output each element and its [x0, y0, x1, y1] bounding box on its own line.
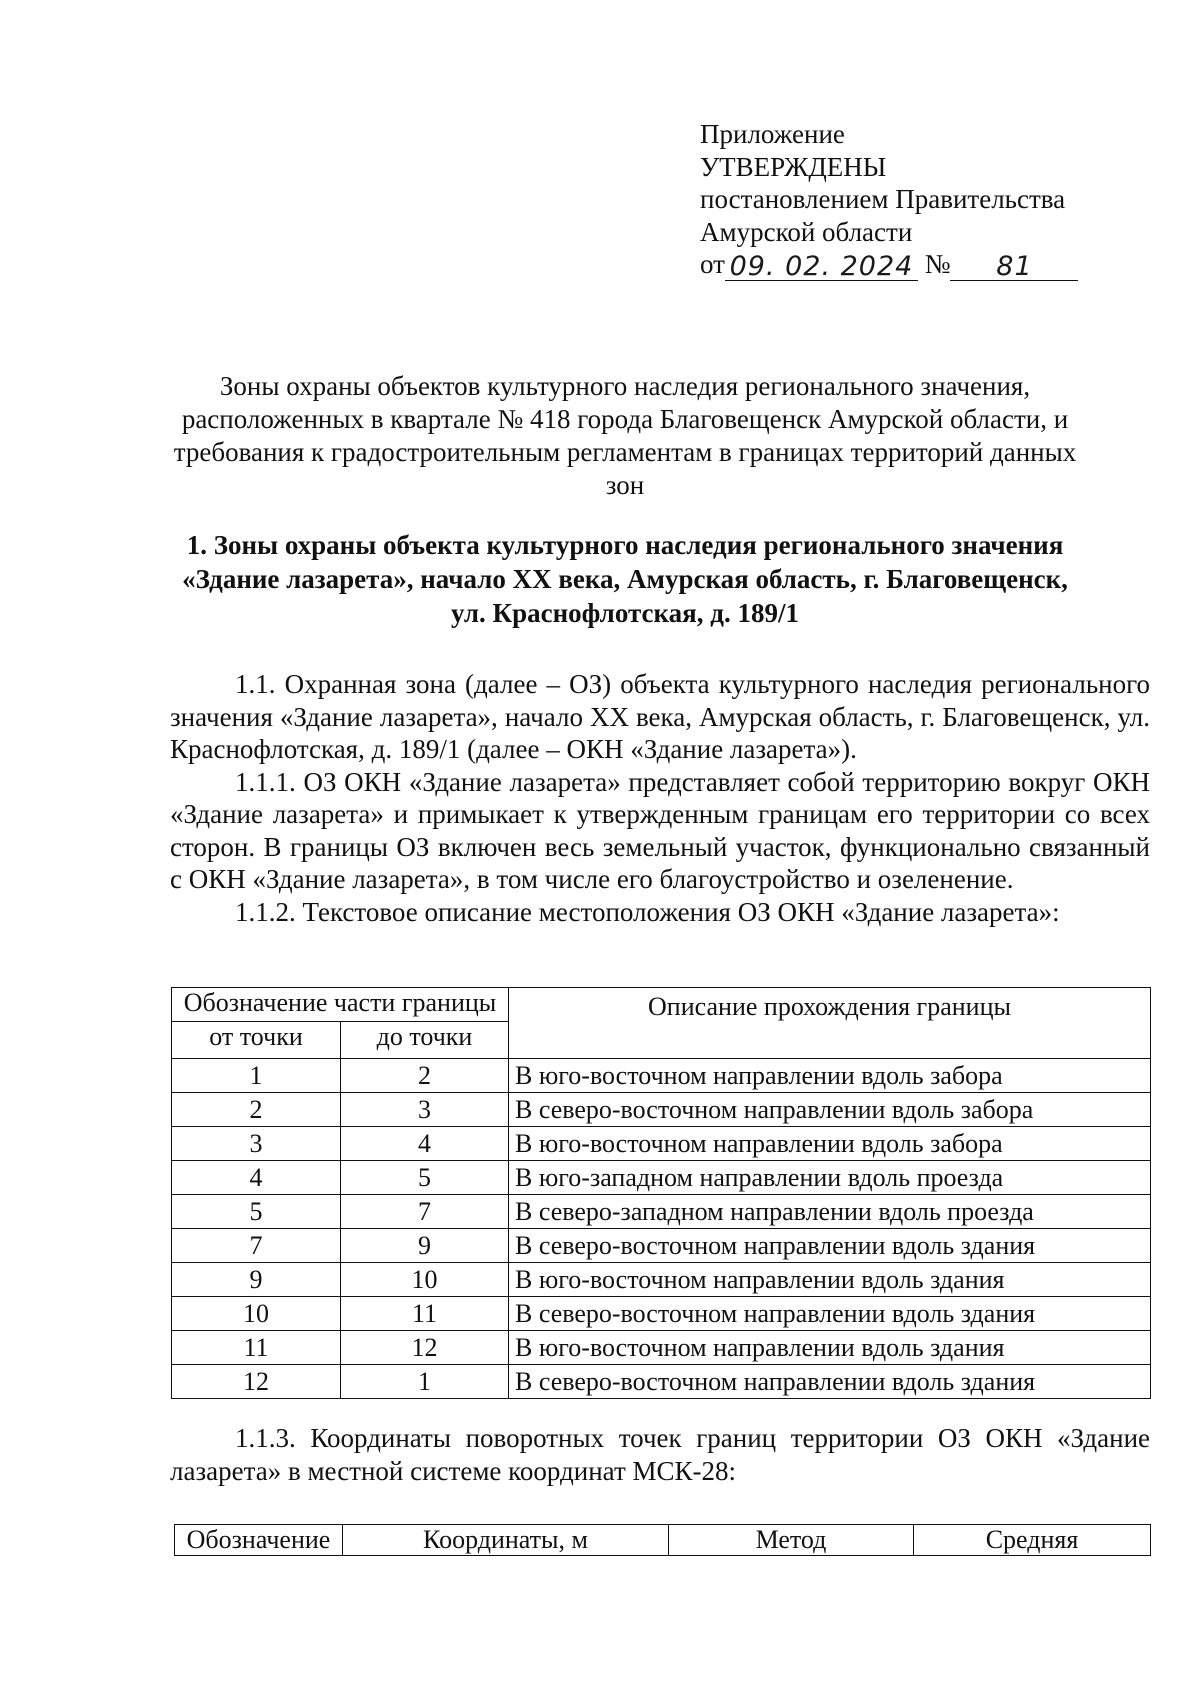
- region-label: Амурской области: [700, 216, 913, 247]
- header-part: Обозначение части границы: [172, 988, 509, 1022]
- cell-description: В северо-восточном направлении вдоль здания: [509, 1365, 1151, 1399]
- paragraph-1-1-1: 1.1.1. ОЗ ОКН «Здание лазарета» представляет собой территорию вокруг ОКН «Здание лазарета» и примыкает к утвержденным границам его территории со всех сторон. В границы ОЗ включен весь земельный участок, функционально связанный с ОКН «Здание лазарета», в том числе его благоустройство и озеленение.: [170, 766, 1150, 894]
- coords-header-average: Средняя: [914, 1525, 1151, 1556]
- title-line: Зоны охраны объектов культурного наследия регионального значения,: [219, 371, 1031, 401]
- cell-to: 11: [341, 1297, 509, 1331]
- header-to: до точки: [341, 1022, 509, 1059]
- paragraph-1-1: 1.1. Охранная зона (далее – ОЗ) объекта культурного наследия регионального значения «Здание лазарета», начало XX века, Амурская область, г. Благовещенск, ул. Краснофлотская, д. 189/1 (далее – ОКН «Здание лазарета»).: [170, 669, 1150, 764]
- cell-description: В северо-восточном направлении вдоль забора: [509, 1093, 1151, 1127]
- date-blank: [725, 252, 918, 281]
- appendix-block: [700, 118, 1100, 281]
- cell-from: 5: [172, 1195, 341, 1229]
- cell-description: В юго-западном направлении вдоль проезда: [509, 1161, 1151, 1195]
- coords-header-designation: Обозначение: [175, 1525, 343, 1556]
- cell-from: 4: [172, 1161, 341, 1195]
- cell-from: 7: [172, 1229, 341, 1263]
- cell-to: 2: [341, 1059, 509, 1093]
- cell-description: В юго-восточном направлении вдоль здания: [509, 1331, 1151, 1365]
- paragraph-1-1-2: 1.1.2. Текстовое описание местоположения ОЗ ОКН «Здание лазарета»:: [235, 896, 1060, 927]
- cell-from: 11: [172, 1331, 341, 1365]
- table-row: [172, 1365, 1151, 1399]
- handwritten-date: 09. 02. 2024: [729, 250, 914, 282]
- date-number-line: [700, 248, 1100, 281]
- cell-to: 7: [341, 1195, 509, 1229]
- table-row: [172, 1127, 1151, 1161]
- coords-header-coordinates: Координаты, м: [343, 1525, 669, 1556]
- heading-line: 1. Зоны охраны объекта культурного наследия регионального значения: [186, 530, 1064, 560]
- title-line: зон: [605, 470, 645, 500]
- cell-description: В северо-восточном направлении вдоль здания: [509, 1297, 1151, 1331]
- table-row: [172, 1263, 1151, 1297]
- cell-from: 10: [172, 1297, 341, 1331]
- resolution-label: постановлением Правительства: [700, 184, 1066, 214]
- cell-from: 9: [172, 1263, 341, 1297]
- coords-header-method: Метод: [669, 1525, 914, 1556]
- cell-description: В северо-западном направлении вдоль проезда: [509, 1195, 1151, 1229]
- cell-to: 10: [341, 1263, 509, 1297]
- coordinates-table: [174, 1524, 1151, 1556]
- title-line: требования к градостроительным регламентам в границах территорий данных: [173, 437, 1077, 467]
- cell-from: 12: [172, 1365, 341, 1399]
- header-description: Описание прохождения границы: [509, 988, 1151, 1059]
- boundary-table-body: [172, 1059, 1151, 1399]
- table-row: [172, 1331, 1151, 1365]
- body-text-block: [170, 668, 1150, 928]
- table-row: [172, 1195, 1151, 1229]
- cell-from: 2: [172, 1093, 341, 1127]
- table-row: [172, 1059, 1151, 1093]
- handwritten-number: 81: [996, 250, 1033, 282]
- document-title: [130, 370, 1120, 502]
- cell-description: В северо-восточном направлении вдоль здания: [509, 1229, 1151, 1263]
- date-prefix: от: [700, 249, 725, 279]
- cell-to: 3: [341, 1093, 509, 1127]
- table-row: [172, 1297, 1151, 1331]
- cell-to: 12: [341, 1331, 509, 1365]
- title-line: расположенных в квартале № 418 города Благовещенск Амурской области, и: [181, 404, 1069, 434]
- appendix-label: Приложение: [700, 119, 845, 149]
- table-row: [172, 1161, 1151, 1195]
- section-heading: [150, 528, 1100, 630]
- cell-description: В юго-восточном направлении вдоль забора: [509, 1059, 1151, 1093]
- cell-from: 3: [172, 1127, 341, 1161]
- cell-from: 1: [172, 1059, 341, 1093]
- table-row: [172, 1093, 1151, 1127]
- body-text-block-2: [170, 1422, 1150, 1487]
- cell-to: 1: [341, 1365, 509, 1399]
- table-row: [172, 1229, 1151, 1263]
- number-blank: [950, 252, 1078, 281]
- cell-to: 4: [341, 1127, 509, 1161]
- cell-to: 9: [341, 1229, 509, 1263]
- boundary-table: [171, 987, 1151, 1399]
- cell-description: В юго-восточном направлении вдоль забора: [509, 1127, 1151, 1161]
- header-from: от точки: [172, 1022, 341, 1059]
- number-prefix: №: [924, 249, 951, 279]
- heading-line: «Здание лазарета», начало XX века, Амурская область, г. Благовещенск,: [182, 564, 1068, 594]
- approved-label: УТВЕРЖДЕНЫ: [700, 151, 887, 182]
- cell-description: В юго-восточном направлении вдоль здания: [509, 1263, 1151, 1297]
- heading-line: ул. Краснофлотская, д. 189/1: [451, 598, 799, 628]
- cell-to: 5: [341, 1161, 509, 1195]
- paragraph-1-1-3: 1.1.3. Координаты поворотных точек границ территории ОЗ ОКН «Здание лазарета» в местной системе координат МСК-28:: [170, 1423, 1150, 1486]
